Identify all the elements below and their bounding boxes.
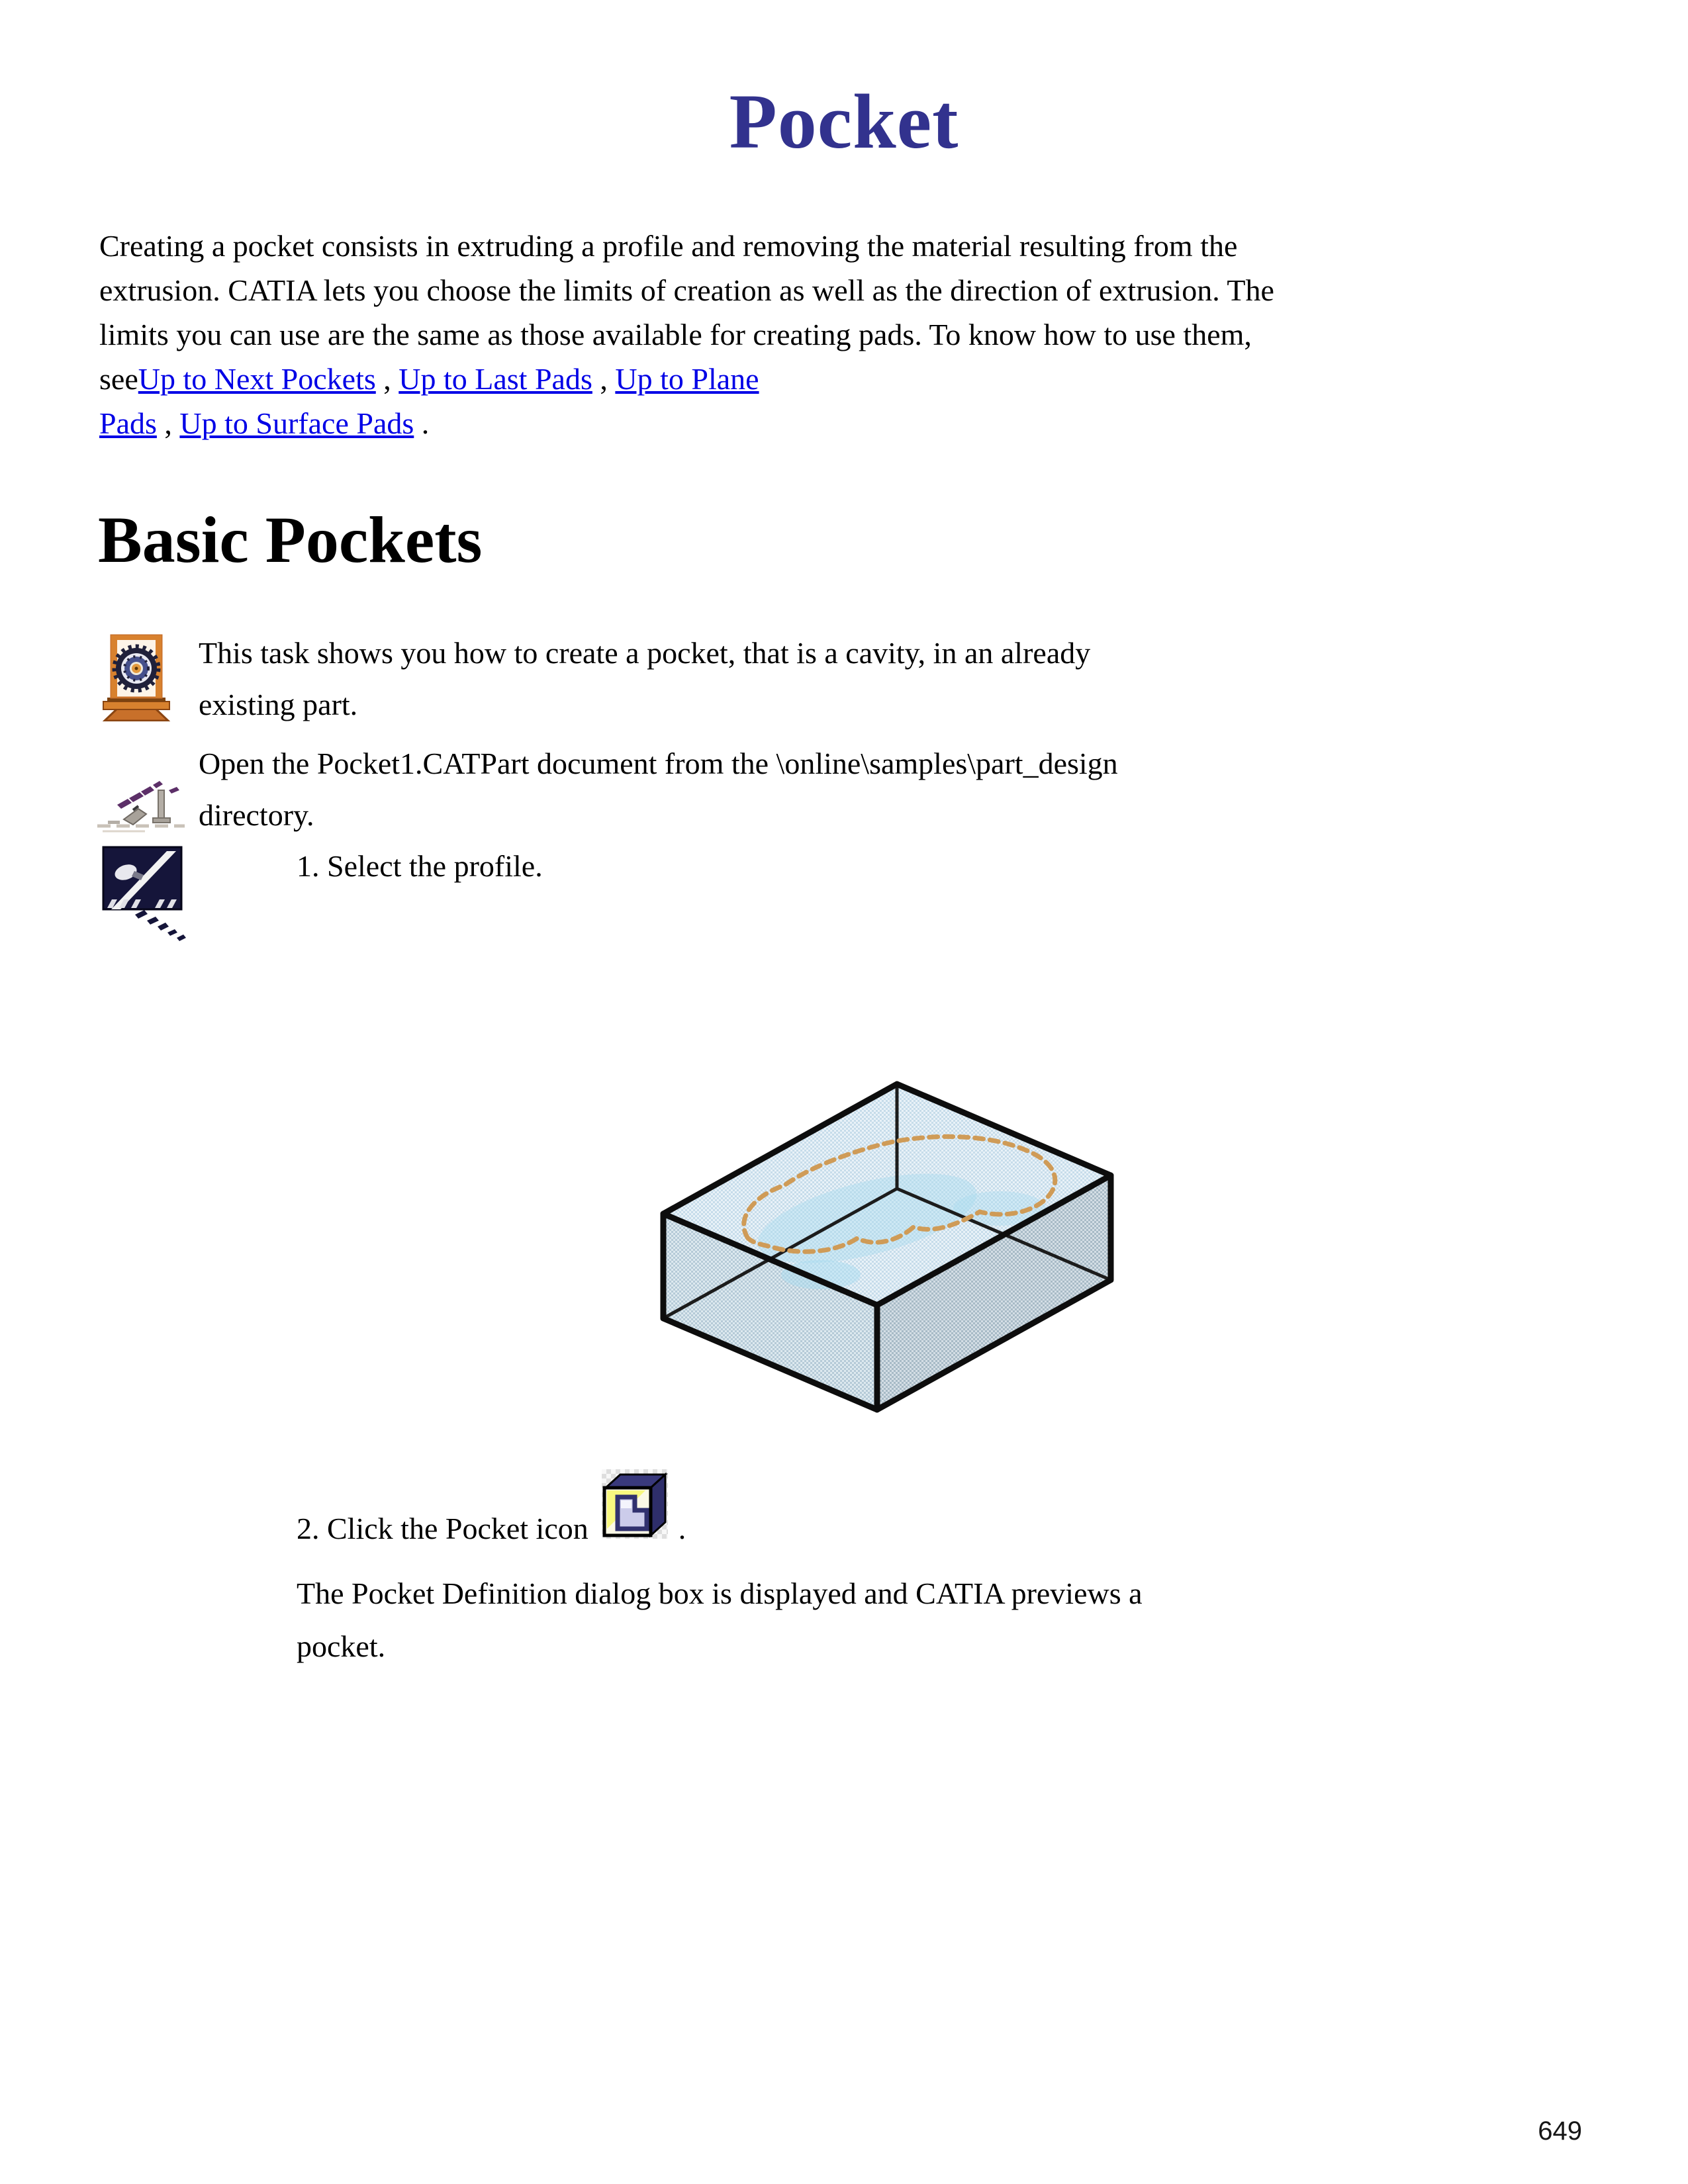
link-separator: , bbox=[156, 406, 180, 440]
intro-see-text: see bbox=[99, 362, 138, 396]
part-figure bbox=[655, 1076, 1119, 1415]
link-separator: , bbox=[592, 362, 616, 396]
note-line-1: The Pocket Definition dialog box is displayed and CATIA previews a bbox=[297, 1576, 1143, 1610]
intro-paragraph bbox=[99, 224, 1648, 445]
task-description bbox=[199, 627, 1509, 731]
pencil-sketch-icon-svg bbox=[95, 744, 187, 840]
sentence-period: . bbox=[414, 406, 430, 440]
intro-line-3: limits you can use are the same as those available for creating pads. To know how to use them, bbox=[99, 318, 1252, 351]
open-document-instruction bbox=[199, 738, 1509, 841]
page-title: Pocket bbox=[729, 78, 959, 165]
pencil-sketch-icon bbox=[95, 744, 187, 840]
section-heading: Basic Pockets bbox=[98, 503, 483, 576]
link-up-to-next-pockets[interactable]: Up to Next Pockets bbox=[138, 362, 376, 396]
link-up-to-plane-pads[interactable]: Up to Plane bbox=[615, 362, 759, 396]
step2-note bbox=[297, 1567, 1289, 1673]
pocket-cube-icon bbox=[602, 1469, 668, 1539]
link-up-to-plane-pads-wrap[interactable]: Pads bbox=[99, 406, 157, 440]
intro-line-1: Creating a pocket consists in extruding a profile and removing the material resulting from the bbox=[99, 229, 1238, 263]
task-line-1: This task shows you how to create a pocket, that is a cavity, in an already bbox=[199, 636, 1091, 670]
step2-line bbox=[297, 1469, 686, 1546]
step2-text: 2. Click the Pocket icon bbox=[297, 1512, 588, 1545]
step1-text: 1. Select the profile. bbox=[297, 849, 543, 883]
target-icon bbox=[99, 633, 173, 721]
clapperboard-icon-svg bbox=[98, 844, 197, 944]
note-line-2: pocket. bbox=[297, 1629, 386, 1663]
part-figure-svg bbox=[655, 1076, 1119, 1415]
task-line-2: existing part. bbox=[199, 688, 358, 721]
target-icon-svg bbox=[99, 633, 173, 721]
link-up-to-surface-pads[interactable]: Up to Surface Pads bbox=[179, 406, 414, 440]
intro-line-2: extrusion. CATIA lets you choose the limits of creation as well as the direction of extrusion. The bbox=[99, 273, 1274, 307]
link-up-to-last-pads[interactable]: Up to Last Pads bbox=[399, 362, 592, 396]
pocket-cube-icon-svg bbox=[602, 1469, 668, 1539]
clapperboard-icon bbox=[98, 844, 197, 944]
step2-period: . bbox=[678, 1512, 686, 1545]
page-number: 649 bbox=[1538, 2116, 1582, 2146]
link-separator: , bbox=[375, 362, 399, 396]
open-line-1: Open the Pocket1.CATPart document from the \online\samples\part_design bbox=[199, 747, 1118, 780]
open-line-2: directory. bbox=[199, 798, 314, 832]
